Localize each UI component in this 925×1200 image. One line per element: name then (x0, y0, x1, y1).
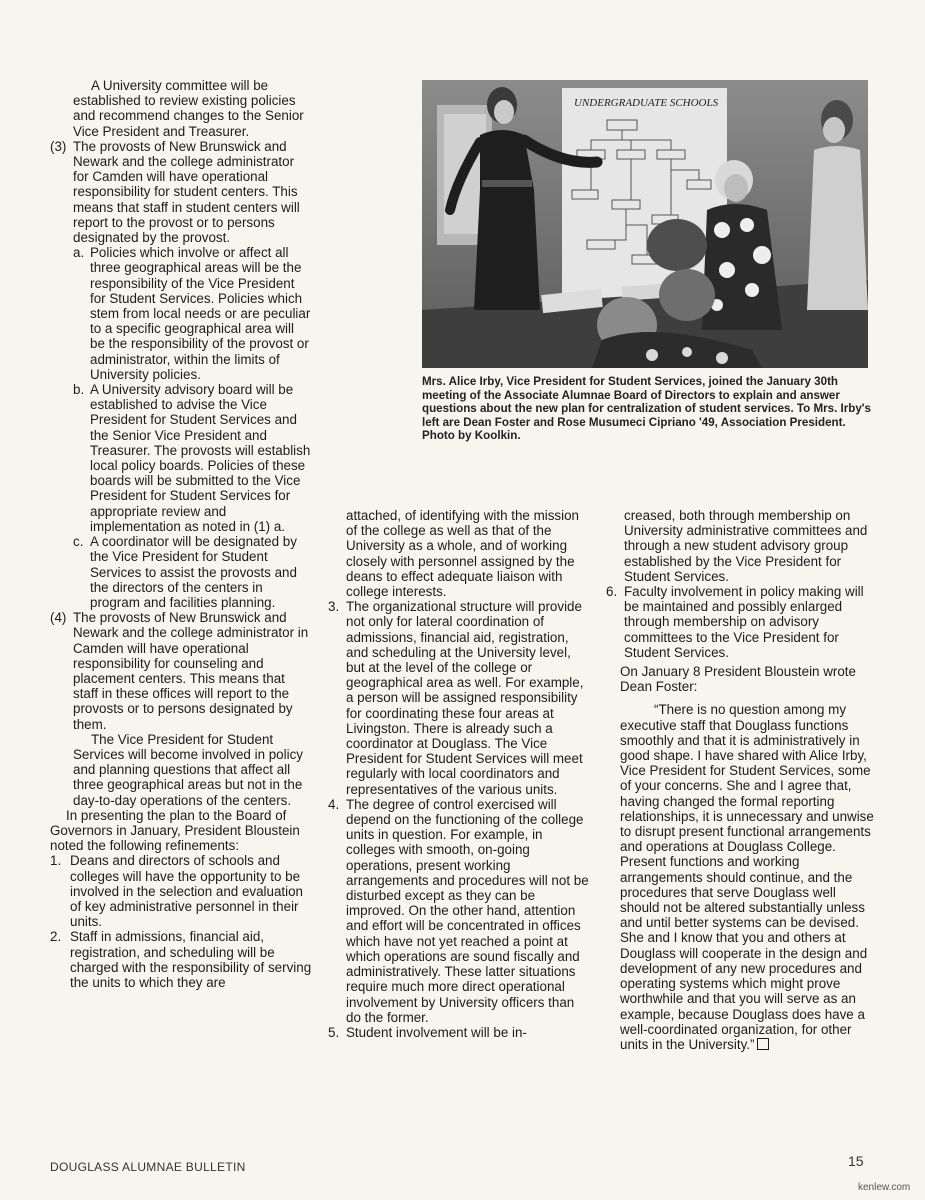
list-marker: 5. (328, 1024, 340, 1040)
end-mark-icon (757, 1038, 769, 1050)
list-marker: b. (73, 382, 85, 398)
photo-caption: Mrs. Alice Irby, Vice President for Student Services, joined the January 30th meeting of the Associate Alumnae Board of Directors to explain and answer questions about the new plan for centralization of student services. To Mrs. Irby's left are Dean Foster and Rose Musumeci Cipriano '49, Association President. Photo by Koolkin. (422, 375, 871, 443)
page-number: 15 (848, 1153, 864, 1169)
sub-item-a (50, 245, 312, 382)
list-marker: (4) (50, 610, 67, 626)
paragraph-january-8: On January 8 President Bloustein wrote Dean Foster: (620, 664, 856, 695)
refinement-5 (328, 1025, 590, 1040)
refinement-3 (328, 599, 590, 797)
quote-text: “There is no question among my executive staff that Douglass functions smoothly and that it is administratively in good shape. I have shared with Alice Irby, Vice President for Student Services, some of your concerns. She and I agree that, having changed the formal reporting relationships, it is unnecessary and unwise to disrupt present functional arrangements and operations at Douglass College. Present functions and working arrangements should continue, and the procedures that serve Douglass well should not be altered substantially unless and until better systems can be devised. She and I know that you and others at Douglass will cooperate in the design and development of any new procedures and operating systems which might prove worthwhile and that you will serve as an example, because Douglass does have a well-coordinated organization, for other units in the University.” (620, 702, 874, 1052)
list-item-text: Student involvement will be in- (346, 1024, 527, 1040)
column-3 (606, 508, 878, 1052)
list-item-text: The provosts of New Brunswick and Newark and the college administrator in Camden will have operational responsibility for counseling and placement centers. This means that staff in these offices will report to the provosts or to persons designated by them. (73, 610, 309, 732)
chart-title-text: UNDERGRADUATE SCHOOLS (574, 97, 719, 109)
list-marker: 4. (328, 796, 340, 812)
list-item-text: The provosts of New Brunswick and Newark and the college administrator for Camden will have operational responsibility for student centers. This means that staff in student centers will report to the provost or to persons designated by the provost. (73, 138, 300, 246)
column-2 (328, 508, 590, 1040)
paragraph-vp-involvement: The Vice President for Student Services will become involved in policy and planning questions that affect all three geographical areas but not in the day-to-day operations of the centers. (73, 731, 303, 808)
list-item-text: Faculty involvement in policy making will be maintained and possibly enlarged through membership on advisory committees to the Vice President for Student Services. (624, 584, 864, 660)
refinement-2-continued: attached, of identifying with the mission of the college as well as that of the University as a whole, and of working closely with personnel assigned by the deans to effect adequate liaison with college interests. (346, 508, 579, 600)
column-1 (50, 78, 312, 990)
bloustein-quote (606, 702, 878, 1052)
list-marker: a. (73, 245, 85, 261)
list-item-text: The degree of control exercised will depend on the functioning of the college units in question. For example, in colleges with smooth, on-going operations, present working arrangements and procedures will not be disturbed except as they can be improved. On the other hand, attention and effort will be concentrated in offices which have not yet reached a point at which operations are sound fiscally and administratively. These latter situations require much more direct operational involvement by University officers than do the former. (346, 796, 589, 1025)
list-item-text: The organizational structure will provide not only for lateral coordination of admissions, financial aid, registration, and scheduling at the University level, but at the level of the college or geographical area as well. For example, a person will be assigned responsibility for coordinating these four areas at Livingston. There is already such a coordinator at Douglass. The Vice President for Student Services will meet regularly with local coordinators and representatives of the various units. (346, 599, 584, 797)
list-marker: (3) (50, 138, 67, 154)
refinement-1 (50, 853, 312, 929)
refinement-2 (50, 929, 312, 990)
list-item-text: Deans and directors of schools and colleges will have the opportunity to be involved in the selection and evaluation of key administrative personnel in their units. (70, 853, 304, 930)
list-marker: 6. (606, 584, 618, 600)
sub-item-c (50, 534, 312, 610)
photo-illustration (422, 80, 868, 368)
list-item-text: Staff in admissions, financial aid, registration, and scheduling will be charged with the responsibility of serving the units to which they are (70, 929, 312, 990)
paragraph-committee: A University committee will be established to review existing policies and recommend changes to the Senior Vice President and Treasurer. (73, 78, 304, 139)
list-item-4 (50, 610, 312, 732)
sub-item-b (50, 382, 312, 534)
refinement-4 (328, 797, 590, 1025)
refinement-6 (606, 584, 878, 660)
watermark: kenlew.com (858, 1182, 911, 1193)
meeting-photo (422, 80, 868, 368)
list-item-text: A coordinator will be designated by the Vice President for Student Services to assist the provosts and the directors of the centers in program and facilities planning. (90, 534, 297, 610)
list-marker: c. (73, 534, 84, 550)
publication-name: DOUGLASS ALUMNAE BULLETIN (50, 1160, 246, 1174)
list-item-text: A University advisory board will be established to advise the Vice President for Student Services and the Senior Vice President and Treasurer. The provosts will establish local policy boards. Policies of these boards will be submitted to the Vice President for Student Services for appropriate review and implementation as noted in (1) a. (90, 382, 311, 534)
list-item-text: Policies which involve or affect all three geographical areas will be the responsibility of the Vice President for Student Services. Policies which stem from local needs or are peculiar to a specific geographical area will be the responsibility of the provost or administrator, within the limits of University policies. (90, 245, 311, 382)
refinement-5-continued: creased, both through membership on University administrative committees and through a new student advisory group established by the Vice President for Student Services. (624, 508, 868, 584)
paragraph-presenting: In presenting the plan to the Board of Governors in January, President Bloustein noted the following refinements: (50, 807, 300, 854)
list-item-3 (50, 139, 312, 245)
list-marker: 2. (50, 929, 62, 945)
list-marker: 1. (50, 853, 62, 869)
list-marker: 3. (328, 599, 340, 615)
